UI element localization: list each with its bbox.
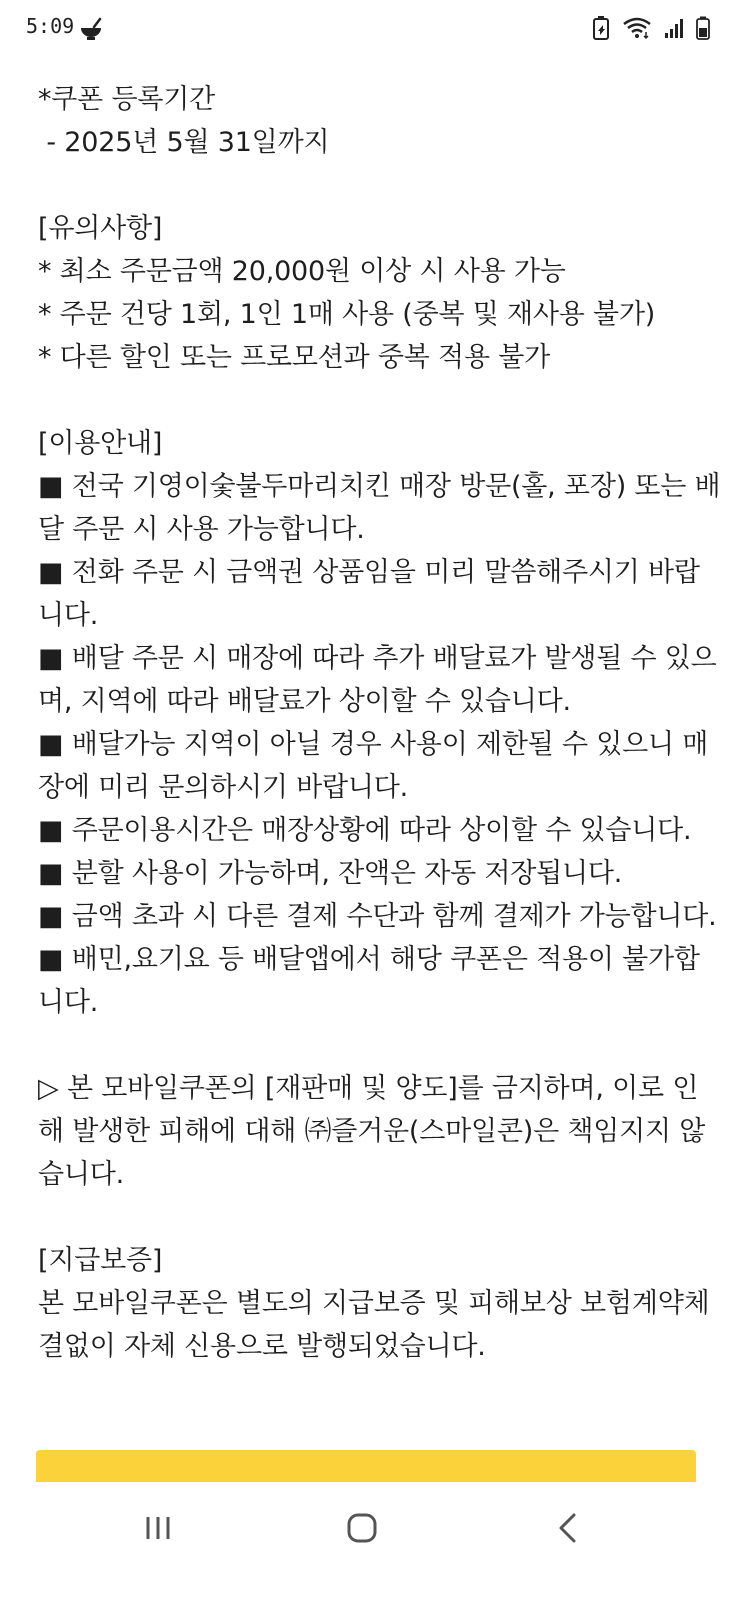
usage-item-cont: 달 주문 시 사용 가능합니다. [38,514,365,545]
usage-item-cont: 장에 미리 문의하시기 바랍니다. [38,772,408,803]
bowl-notification-icon [78,16,104,46]
notice-item: * 최소 주문금액 20,000원 이상 시 사용 가능 [38,256,566,287]
resale-notice-cont: 습니다. [38,1159,125,1190]
section-heading-guarantee: [지급보증] [38,1245,163,1276]
period-value: - 2025년 5월 31일까지 [38,127,330,158]
navigation-bar [0,1482,750,1609]
notice-item: * 다른 할인 또는 프로모션과 중복 적용 불가 [38,342,550,373]
blank-line [38,379,718,422]
coupon-notice [38,78,721,1368]
action-button[interactable] [36,1450,696,1482]
guarantee-text: 본 모바일쿠폰은 별도의 지급보증 및 피해보상 보험계약체 [38,1288,710,1319]
usage-item-cont: 니다. [38,987,99,1018]
recent-apps-button[interactable] [128,1508,188,1552]
usage-item: ■ 전국 기영이숯불두마리치킨 매장 방문(홀, 포장) 또는 배 [38,471,721,502]
status-icons [592,15,710,45]
notice-item: * 주문 건당 1회, 1인 1매 사용 (중복 및 재사용 불가) [38,299,656,330]
usage-item-cont: 며, 지역에 따라 배달료가 상이할 수 있습니다. [38,686,571,717]
back-button[interactable] [538,1508,598,1552]
battery-icon [696,16,710,44]
section-heading-usage: [이용안내] [38,428,163,459]
back-icon [556,1512,580,1548]
usage-item: ■ 분할 사용이 가능하며, 잔액은 자동 저장됩니다. [38,858,623,889]
resale-notice-cont: 해 발생한 피해에 대해 ㈜즐거운(스마일콘)은 책임지지 않 [38,1116,706,1147]
usage-item: ■ 배민,요기요 등 배달앱에서 해당 쿠폰은 적용이 불가합 [38,944,700,975]
blank-line [38,164,718,207]
usage-item-cont: 니다. [38,600,99,631]
home-icon [346,1512,378,1548]
recent-apps-icon [143,1513,173,1547]
section-heading-notice: [유의사항] [38,213,163,244]
status-time: 5:09 [26,14,75,38]
guarantee-text-cont: 결없이 자체 신용으로 발행되었습니다. [38,1331,486,1362]
usage-item: ■ 금액 초과 시 다른 결제 수단과 함께 결제가 가능합니다. [38,901,717,932]
usage-item: ■ 배달 주문 시 매장에 따라 추가 배달료가 발생될 수 있으 [38,643,717,674]
home-button[interactable] [332,1508,392,1552]
resale-notice: ▷ 본 모바일쿠폰의 [재판매 및 양도]를 금지하며, 이로 인 [38,1073,699,1104]
usage-item: ■ 주문이용시간은 매장상황에 따라 상이할 수 있습니다. [38,815,692,846]
usage-item: ■ 배달가능 지역이 아닐 경우 사용이 제한될 수 있으니 매 [38,729,709,760]
period-title: *쿠폰 등록기간 [38,84,215,115]
status-bar [0,0,750,62]
battery-saver-icon [592,15,610,45]
blank-line [38,1196,718,1239]
signal-icon [664,17,684,43]
blank-line [38,1024,718,1067]
usage-item: ■ 전화 주문 시 금액권 상품임을 미리 말씀해주시기 바랍 [38,557,700,588]
wifi-icon [622,16,652,44]
